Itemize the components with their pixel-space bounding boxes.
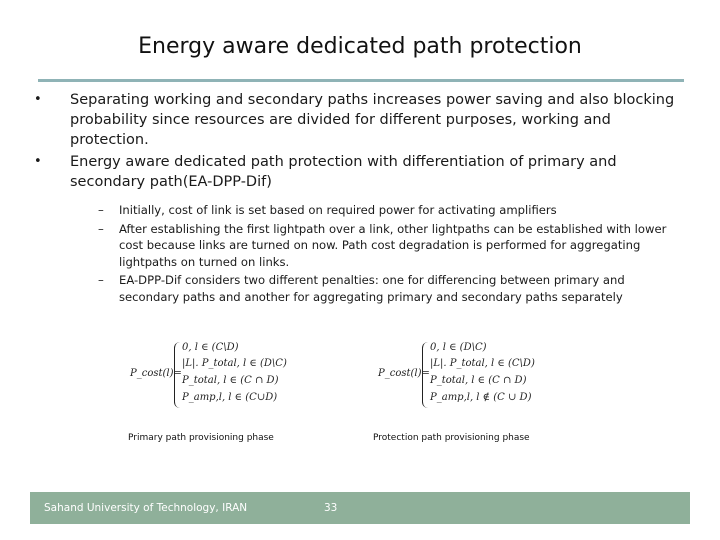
subbullet-text: After establishing the first lightpath over a link, other lightpaths can be established with lower cost because links are turned on now. Path cost degradation is performed for aggregating lightpaths on turned on links. [119,221,667,269]
bullet-item [34,152,684,192]
dash-marker: – [98,273,104,287]
formula-case: 0, l ∈ (C\D) [182,342,239,353]
slide-title: Energy aware dedicated path protection [138,34,582,59]
subbullet-text: Initially, cost of link is set based on required power for activating amplifiers [119,203,557,217]
primary-caption: Primary path provisioning phase [128,433,274,443]
page-number: 33 [324,502,338,514]
dash-marker: – [98,203,104,217]
dash-marker: – [98,221,104,236]
formula-case: |L|. P_total, l ∈ (C\D) [430,358,535,369]
protection-caption: Protection path provisioning phase [373,433,530,443]
bullet-item [34,90,684,150]
subbullet-list [34,202,684,305]
formula-brace [174,342,181,408]
bullet-text: Separating working and secondary paths increases power saving and also blocking probability since resources are divided for different purposes, working and protection. [70,92,675,148]
formula-lhs: P_cost(l)= [378,368,430,379]
subbullet-item [98,202,684,219]
subbullet-item [98,221,684,271]
formula-brace [422,342,429,408]
protection-cost-formula [378,342,568,412]
subbullet-text: EA-DPP-Dif considers two different penalties: one for differencing between primary and secondary paths and another for aggregating primary and secondary paths separately [119,273,625,304]
bullet-list [34,90,684,305]
primary-cost-formula [130,342,310,412]
formula-case: P_total, l ∈ (C ∩ D) [182,375,279,386]
formula-case: P_total, l ∈ (C ∩ D) [430,375,527,386]
subbullet-item [98,272,684,305]
slide-footer [30,492,690,524]
footer-organization: Sahand University of Technology, IRAN [44,502,248,514]
formula-case: P_amp,l, l ∈ (C∪D) [182,392,278,403]
formula-case: P_amp,l, l ∉ (C ∪ D) [430,392,532,403]
title-divider [38,79,684,82]
formula-lhs: P_cost(l)= [130,368,182,379]
bullet-marker: • [34,154,42,169]
bullet-marker: • [34,92,42,107]
formula-case: |L|. P_total, l ∈ (D\C) [182,358,287,369]
formula-case: 0, l ∈ (D\C) [430,342,487,353]
bullet-text: Energy aware dedicated path protection with differentiation of primary and secondary path(EA-DPP-Dif) [70,154,617,190]
